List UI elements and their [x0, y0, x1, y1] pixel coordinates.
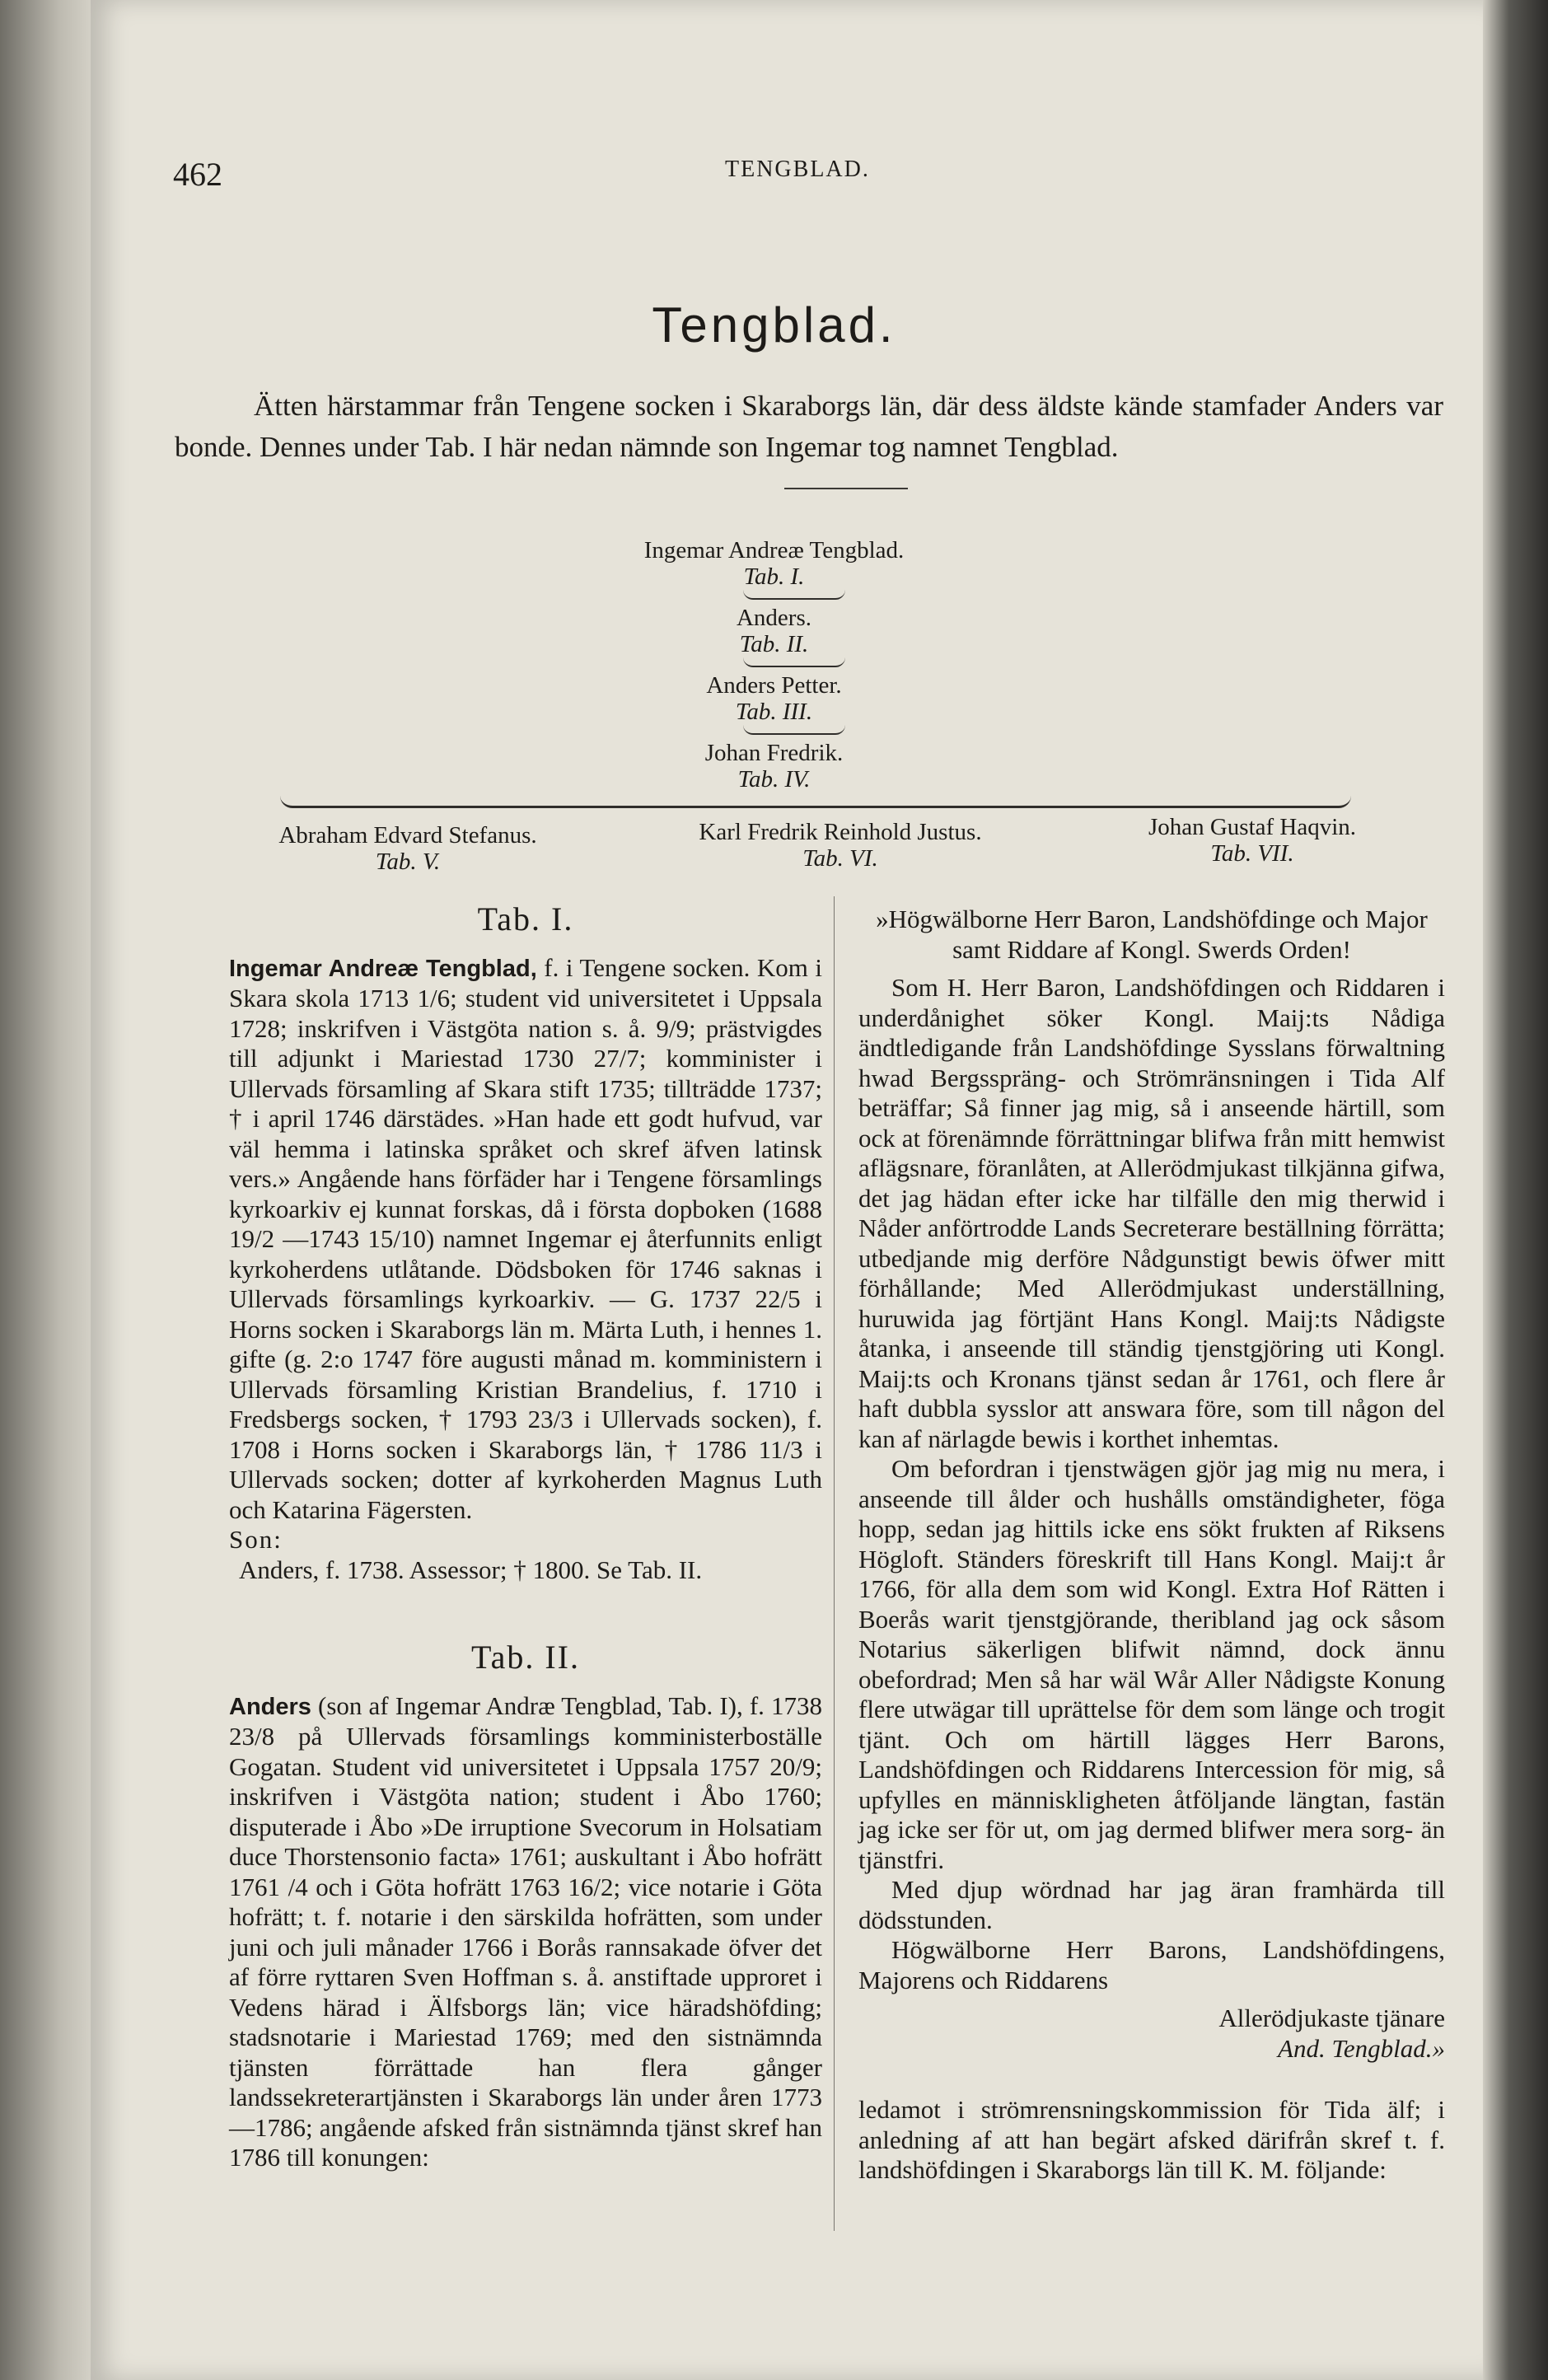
left-column [229, 900, 823, 2173]
tree-node [0, 537, 1548, 590]
tree-node [0, 672, 1548, 725]
intro-text: Ätten härstammar från Tengene socken i Skaraborgs län, där dess äldste kände stamfader Anders var bonde. Dennes under Tab. I här nedan nämnde son Ingemar tog namnet Tengblad. [175, 390, 1443, 463]
divider [784, 488, 908, 489]
tree-node [0, 740, 1548, 793]
tree-brace-children [280, 796, 1351, 808]
tree-node-name: Anders. [736, 605, 811, 631]
page-number: 462 [173, 156, 222, 193]
tree-child-name: Karl Fredrik Reinhold Justus. [699, 819, 982, 845]
tree-node-name: Anders Petter. [706, 672, 842, 699]
tree-child [626, 819, 1055, 872]
tree-node-name: Johan Fredrik. [704, 740, 844, 766]
tree-node-tab: Tab. I. [743, 563, 805, 590]
page-edge [1483, 0, 1548, 2380]
section-heading: Tab. II. [470, 1639, 581, 1676]
tab1-text: f. i Tengene socken. Kom i Skara skola 1713 1/6; student vid universitetet i Uppsala 1728; inskrifven i Västgöta nation s. å. 9/9; prästvigdes till adjunkt i Mariestad 1730 27/7; komminister i Ullervads församling af Skara stift 1735; tillträdde 1737; † i april 1746 därstädes. »Han hade ett godt hufvud, var väl hemma i latinska språket och skref äfven latinsk vers.» Angående hans förfäder har i Tengene församlings kyrkoarkiv ej kunnat forskas, då i första dopboken (1688 19/2 —1743 15/10) namnet Ingemar ej återfunnits enligt kyrkoherdens utlåtande. Dödsboken för 1746 saknas i Ullervads församlings kyrkoarkiv. — G. 1737 22/5 i Horns socken i Skaraborgs län m. Märta Luth, i hennes 1. gifte (g. 2:o 1747 före augusti månad m. komministern i Ullervads församling Kristian Brandelius, f. 1710 i Fredsbergs socken, † 1793 23/3 i Ullervads socken), f. 1708 i Horns socken i Skaraborgs län, † 1786 11/3 i Ullervads socken; dotter af kyrkoherden Magnus Luth och Katarina Fägersten. [229, 952, 823, 1524]
letter-salutation: »Högwälborne Herr Baron, Landshöfdinge och Major samt Riddare af Kongl. Swerds Orden! [876, 905, 1428, 964]
tree-node-tab: Tab. II. [739, 631, 809, 657]
tree-child-tab: Tab. VII. [1210, 840, 1294, 867]
tree-brace [743, 725, 845, 735]
running-head: TENGBLAD. [725, 157, 870, 182]
intro-paragraph [175, 386, 1443, 468]
letter-closing: Högwälborne Herr Barons, Landshöfdingens, Majorens och Riddarens [858, 1935, 1445, 1994]
section-heading: Tab. I. [477, 900, 574, 938]
letter-paragraph: Med djup wördnad har jag äran framhärda till dödsstunden. [858, 1875, 1445, 1934]
tree-brace [743, 657, 845, 667]
tree-child-tab: Tab. V. [375, 849, 441, 875]
letter-closing: Allerödjukaste tjänare [1218, 2004, 1445, 2032]
tree-brace [743, 590, 845, 600]
tab2-entry [229, 1691, 822, 2173]
letter-signature: And. Tengblad.» [1278, 2033, 1445, 2063]
tree-node-name: Ingemar Andreæ Tengblad. [643, 537, 905, 563]
tree-node-tab: Tab. IV. [737, 766, 811, 793]
son-line: Anders, f. 1738. Assessor; † 1800. Se Tab. II. [239, 1555, 703, 1584]
tab2-text: (son af Ingemar Andræ Tengblad, Tab. I), f. 1738 23/8 på Ullervads församlings komministerboställe Gogatan. Student vid universitetet i Uppsala 1757 20/9; inskrifven i Västgöta nation; student i Åbo 1760; disputerade i Åbo »De irruptione Svecorum in Holsatiam duce Thorstensonio facta» 1761; auskultant i Åbo hofrätt 1761 /4 och i Göta hofrätt 1763 16/2; vice notarie i Göta hofrätt; t. f. notarie i den särskilda hofrätten, som under juni och juli månader 1766 i Borås rannsakade öfver det af förre ryttaren Sven Hoffman s. å. anstiftade upproret i Vedens härad i Älfsborgs län; vice häradshöfding; stadsnotarie i Mariestad 1769; med den sistnämnda tjänsten förrättade han flera gånger landssekreterartjänsten i Skaraborgs län under åren 1773—1786; angående afsked från sistnämnda tjänst skref han 1786 till konungen: [229, 1690, 823, 2172]
tree-child [1063, 814, 1442, 867]
tree-child [218, 822, 597, 875]
page-title: Tengblad. [652, 297, 896, 353]
son-label: Son: [229, 1525, 283, 1554]
tree-child-tab: Tab. VI. [802, 845, 878, 872]
tree-node-tab: Tab. III. [735, 699, 813, 725]
column-divider [834, 896, 835, 2231]
tree-child-name: Johan Gustaf Haqvin. [1148, 814, 1357, 840]
after-letter-text: ledamot i strömrensningskommission för Tida älf; i anledning af att han begärt afsked därifrån skref t. f. landshöfdingen i Skaraborgs län till K. M. följande: [858, 2095, 1445, 2184]
tree-node [0, 605, 1548, 657]
right-column [858, 905, 1445, 2186]
tree-child-name: Abraham Edvard Stefanus. [278, 822, 537, 849]
person-name: Anders [229, 1693, 311, 1720]
tab1-entry [229, 953, 822, 1526]
book-gutter [0, 0, 99, 2380]
person-name: Ingemar Andreæ Tengblad, [229, 955, 537, 982]
letter-paragraph: Om befordran i tjenstwägen gjör jag mig nu mera, i anseende till ålder och hushålls omständigheter, föga hopp, sedan jag hittils icke ens sökt frukten af Riksens Högloft. Ständers föreskrift till Hans Kongl. Maij:t år 1766, för alla dem som wid Kongl. Extra Hof Rätten i Boerås warit tjenstgjörande, theribland jag ock såsom Notarius säkerligen blifwit nämnd, dock ännu obefordrad; Men så har wäl Wår Aller Nådigste Konung flere utwägar till uprättelse för dem som länge och trogit tjänt. Och om härtill lägges Herr Barons, Landshöfdingen och Riddarens Intercession för mig, så upfylles en människligheten åtföljande längtan, fastän jag icke ser för ut, om jag dermed blifwer mera sorg- än tjänstfri. [858, 1454, 1445, 1874]
letter-paragraph: Som H. Herr Baron, Landshöfdingen och Riddaren i underdånighet söker Kongl. Maij:ts Nådiga ändtledigande från Landshöfdinge Sysslans förwaltning hwad Bergsspräng- och Strömränsningen i Tida Alf beträffar; Så finner jag mig, så i anseende härtill, som ock at förenämnde förrättningar blifwa från mitt hemwist aflägsnare, föranlåten, at Allerödmjukast tilkjänna gifwa, det jag hädan efter icke har tilfälle den mig therwid i Nåder anförtrodde Lands Secreterare beställning förrätta; utbedjande mig derföre Nådgunstigt bewis öfwer mitt förhållande; Med Allerödmjukast underställning, huruwida jag förtjänt Hans Kongl. Maij:ts Nådigste åtanka, i anseende till ständig tjenstgjöring uti Kongl. Maij:ts och Kronans tjänst sedan år 1761, och flere år haft dubbla sysslor att answara före, som till någon del kan af närlagde bewis i korthet inhemtas. [858, 973, 1445, 1453]
